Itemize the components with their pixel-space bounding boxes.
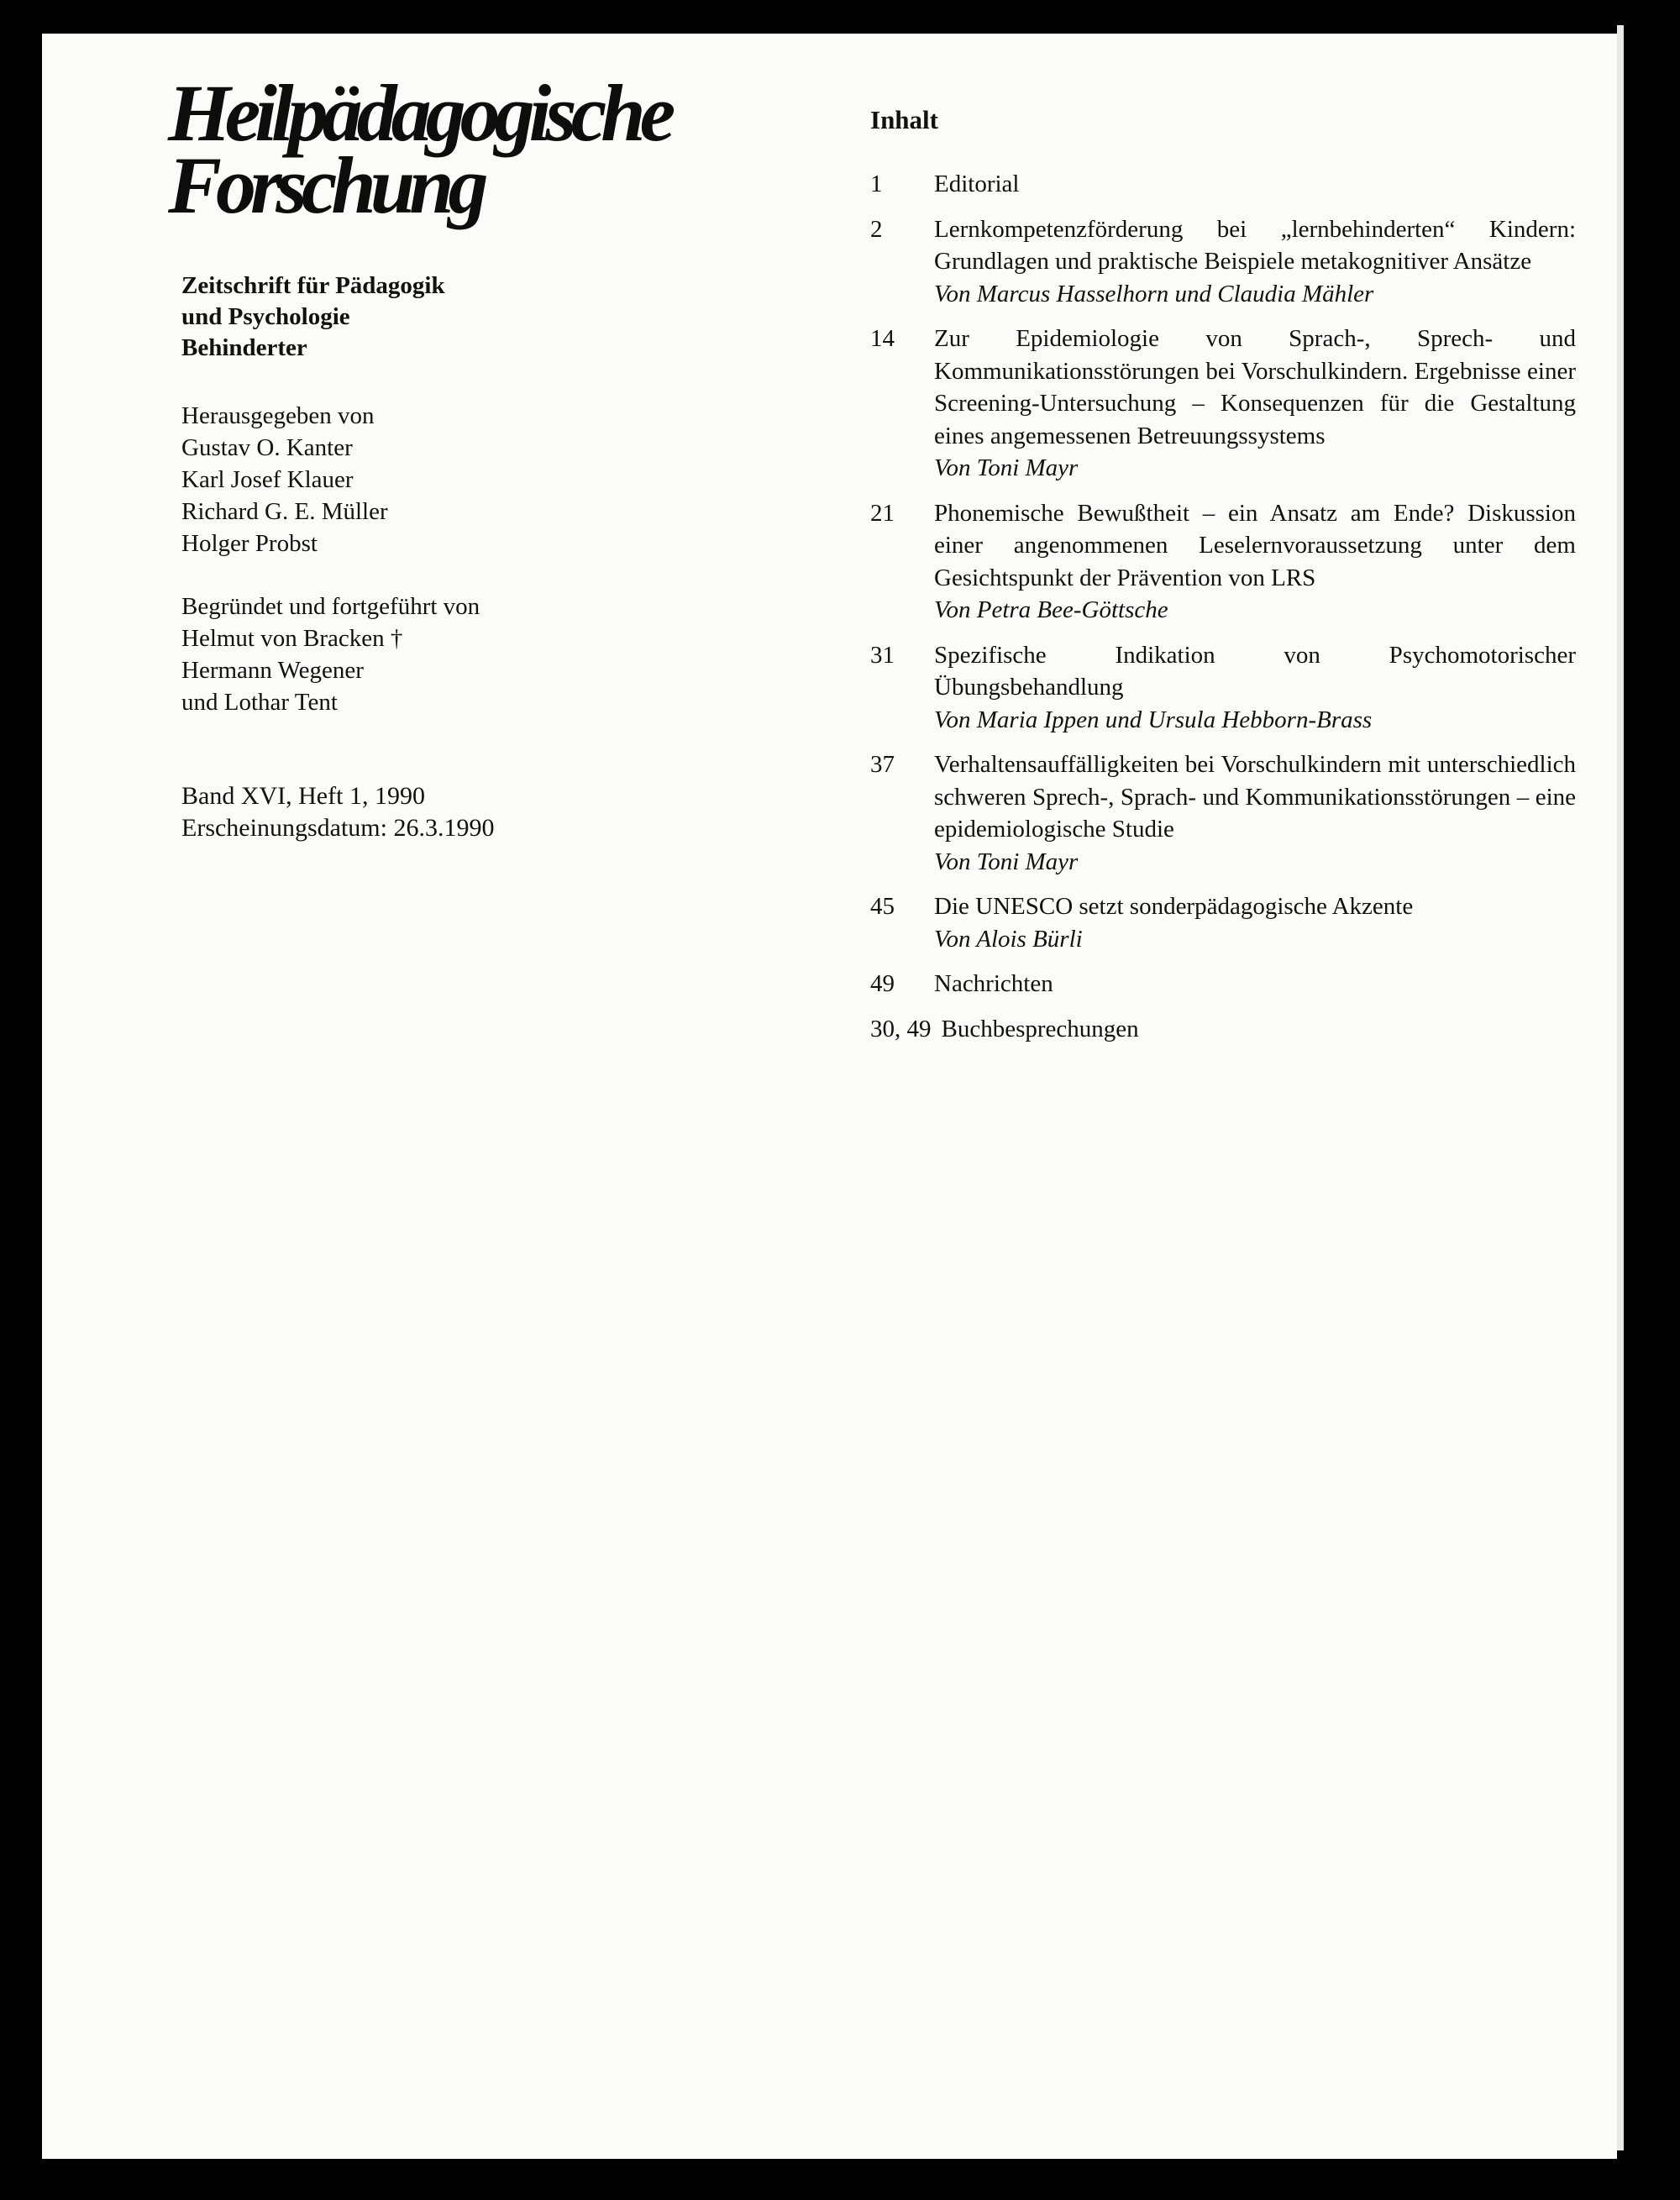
subtitle-line: und Psychologie	[181, 303, 350, 330]
toc-entry-title: Buchbesprechungen	[941, 1015, 1139, 1042]
toc-entry-author: Von Marcus Hasselhorn und Claudia Mähler	[934, 280, 1374, 307]
founder-name: und Lothar Tent	[181, 689, 338, 716]
toc-entry-body	[934, 890, 1576, 955]
page-edge	[1617, 25, 1624, 2150]
toc-entry-title: Lernkompetenzförderung bei „lernbehinderten“ Kindern: Grundlagen und praktische Beispiele metakognitiver Ansätze	[934, 215, 1576, 275]
toc-entry-author: Von Toni Mayr	[934, 848, 1079, 875]
toc-entry	[870, 497, 1576, 627]
journal-title	[168, 68, 670, 230]
editor-name: Karl Josef Klauer	[181, 466, 354, 493]
toc-entry-title: Verhaltensauffälligkeiten bei Vorschulkindern mit unterschiedlich schweren Sprech-, Sprach- und Kommunikationsstörungen – eine epidemiologische Studie	[934, 751, 1576, 843]
toc-entry-body	[934, 497, 1576, 627]
toc-entry	[870, 168, 1576, 201]
editor-name: Richard G. E. Müller	[181, 498, 388, 525]
toc-page-number: 30, 49	[870, 1015, 932, 1042]
toc-entry	[870, 1013, 1576, 1046]
journal-title-line-2: Forschung	[168, 140, 483, 230]
journal-page	[42, 34, 1617, 2159]
toc-entry-title: Editorial	[934, 171, 1020, 197]
toc-page-number: 45	[870, 893, 895, 920]
toc-entry-author: Von Maria Ippen und Ursula Hebborn-Brass	[934, 706, 1373, 733]
toc-page-number: 1	[870, 171, 883, 197]
toc-entry-body	[934, 323, 1576, 485]
issue-date: Erscheinungsdatum: 26.3.1990	[181, 814, 495, 842]
toc-entry-body	[934, 748, 1576, 878]
toc-entry	[870, 968, 1576, 1000]
toc-page-number: 14	[870, 325, 895, 352]
toc-entry-author: Von Alois Bürli	[934, 925, 1083, 953]
toc-entry	[870, 748, 1576, 878]
editors-label: Herausgegeben von	[181, 402, 375, 429]
subtitle-line: Behinderter	[181, 334, 307, 361]
toc-entry-body	[934, 639, 1576, 737]
toc-page-number: 49	[870, 970, 895, 997]
table-of-contents	[870, 168, 1576, 1058]
toc-entry-author: Von Toni Mayr	[934, 454, 1079, 481]
journal-subtitle	[181, 270, 445, 364]
toc-entry-title: Zur Epidemiologie von Sprach-, Sprech- und Kommunikationsstörungen bei Vorschulkindern. Ergebnisse einer Screening-Untersuchung – Konsequenzen für die Gestaltung eines angemessenen Betreuungssystems	[934, 325, 1576, 449]
editors-block	[181, 400, 388, 559]
toc-entry-body	[942, 1013, 1577, 1046]
toc-heading: Inhalt	[870, 105, 938, 134]
founders-label: Begründet und fortgeführt von	[181, 593, 480, 620]
founders-block	[181, 591, 480, 718]
toc-entry	[870, 323, 1576, 485]
toc-entry-body	[934, 968, 1576, 1000]
founder-name: Helmut von Bracken †	[181, 625, 403, 652]
editor-name: Holger Probst	[181, 530, 318, 557]
issue-volume: Band XVI, Heft 1, 1990	[181, 782, 425, 810]
toc-entry	[870, 639, 1576, 737]
toc-entry-body	[934, 213, 1576, 311]
toc-page-number: 21	[870, 499, 895, 527]
toc-entry-body	[934, 168, 1576, 201]
toc-entry-title: Phonemische Bewußtheit – ein Ansatz am Ende? Diskussion einer angenommenen Leselernvoraussetzung unter dem Gesichtspunkt der Prävention von LRS	[934, 499, 1576, 591]
toc-page-number: 31	[870, 641, 895, 669]
journal-title-line-1: Heilpädagogische	[168, 68, 670, 158]
toc-entry-title: Nachrichten	[934, 970, 1053, 997]
editor-name: Gustav O. Kanter	[181, 434, 353, 461]
toc-page-number: 2	[870, 215, 883, 243]
toc-entry	[870, 213, 1576, 311]
toc-page-number: 37	[870, 751, 895, 778]
toc-entry-title: Spezifische Indikation von Psychomotorischer Übungsbehandlung	[934, 641, 1576, 701]
issue-info	[181, 780, 494, 844]
subtitle-line: Zeitschrift für Pädagogik	[181, 272, 445, 299]
toc-entry	[870, 890, 1576, 955]
toc-entry-title: Die UNESCO setzt sonderpädagogische Akzente	[934, 893, 1414, 920]
toc-entry-author: Von Petra Bee-Göttsche	[934, 596, 1168, 623]
founder-name: Hermann Wegener	[181, 657, 364, 684]
